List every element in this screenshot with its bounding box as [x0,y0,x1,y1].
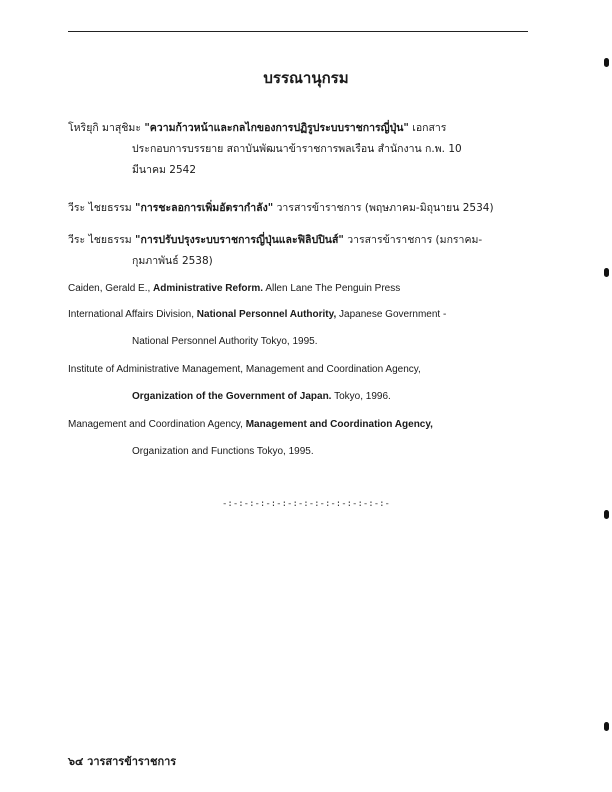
entry-publication: Allen Lane The Penguin Press [265,283,401,294]
entry-line: กุมภาพันธ์ 2538) [132,255,213,267]
bibliography-entry [68,356,530,410]
bibliography-entry [68,230,530,272]
punch-hole-mark [604,722,609,731]
entry-author: Caiden, Gerald E., [68,283,151,294]
entry-title: National Personnel Authority, [196,309,337,320]
entry-author: วีระ ไชยธรรม [68,234,132,246]
entry-publication: วารสารข้าราชการ (พฤษภาคม-มิถุนายน 2534) [276,202,494,214]
entry-title: "การปรับปรุงระบบราชการญี่ปุ่นและฟิลิปปินส์" [135,234,344,246]
entry-line [68,198,530,219]
entry-title: "ความก้าวหน้าและกลไกของการปฏิรูประบบราชการญี่ปุ่น" [144,122,409,134]
entry-line [68,411,530,438]
punch-hole-mark [604,58,609,67]
entry-author: International Affairs Division, [68,309,194,320]
bibliography-entry [68,118,530,181]
entry-line: ประกอบการบรรยาย สถาบันพัฒนาข้าราชการพลเรือน สำนักงาน ก.พ. 10 [132,143,462,155]
bibliography-entry [68,301,530,355]
bibliography-entry [68,411,530,465]
entry-title: "การชะลอการเพิ่มอัตรากำลัง" [135,202,274,214]
entry-line [68,118,530,139]
entry-line: National Personnel Authority Tokyo, 1995. [132,336,318,347]
page-title: บรรณานุกรม [263,69,349,87]
entry-line [68,383,530,410]
entry-publication: Tokyo, 1996. [334,391,391,402]
entry-title: Management and Coordination Agency, [245,419,433,430]
page-footer: ๖๔ วารสารข้าราชการ [68,755,177,768]
entry-line: มีนาคม 2542 [132,164,196,176]
entry-publication: Japanese Government - [339,309,447,320]
entry-author: วีระ ไชยธรรม [68,202,132,214]
bibliography-entry [68,275,530,302]
entry-line: Institute of Administrative Management, Management and Coordination Agency, [68,364,421,375]
punch-hole-mark [604,510,609,519]
entry-line [68,275,530,302]
entry-publication: วารสารข้าราชการ (มกราคม- [347,234,483,246]
entry-line: Organization and Functions Tokyo, 1995. [132,446,314,457]
top-rule [68,31,528,32]
entry-title: Administrative Reform. [153,283,264,294]
bibliography-entry [68,198,530,219]
entry-line [68,230,530,251]
punch-hole-mark [604,268,609,277]
section-divider: -:-:-:-:-:-:-:-:-:-:-:-:-:-:-:- [222,499,390,509]
entry-author: Management and Coordination Agency, [68,419,243,430]
entry-title: Organization of the Government of Japan. [132,391,332,402]
entry-line [68,301,530,328]
entry-author: โหริยุกิ มาสุชิมะ [68,122,141,134]
entry-publication: เอกสาร [412,122,447,134]
